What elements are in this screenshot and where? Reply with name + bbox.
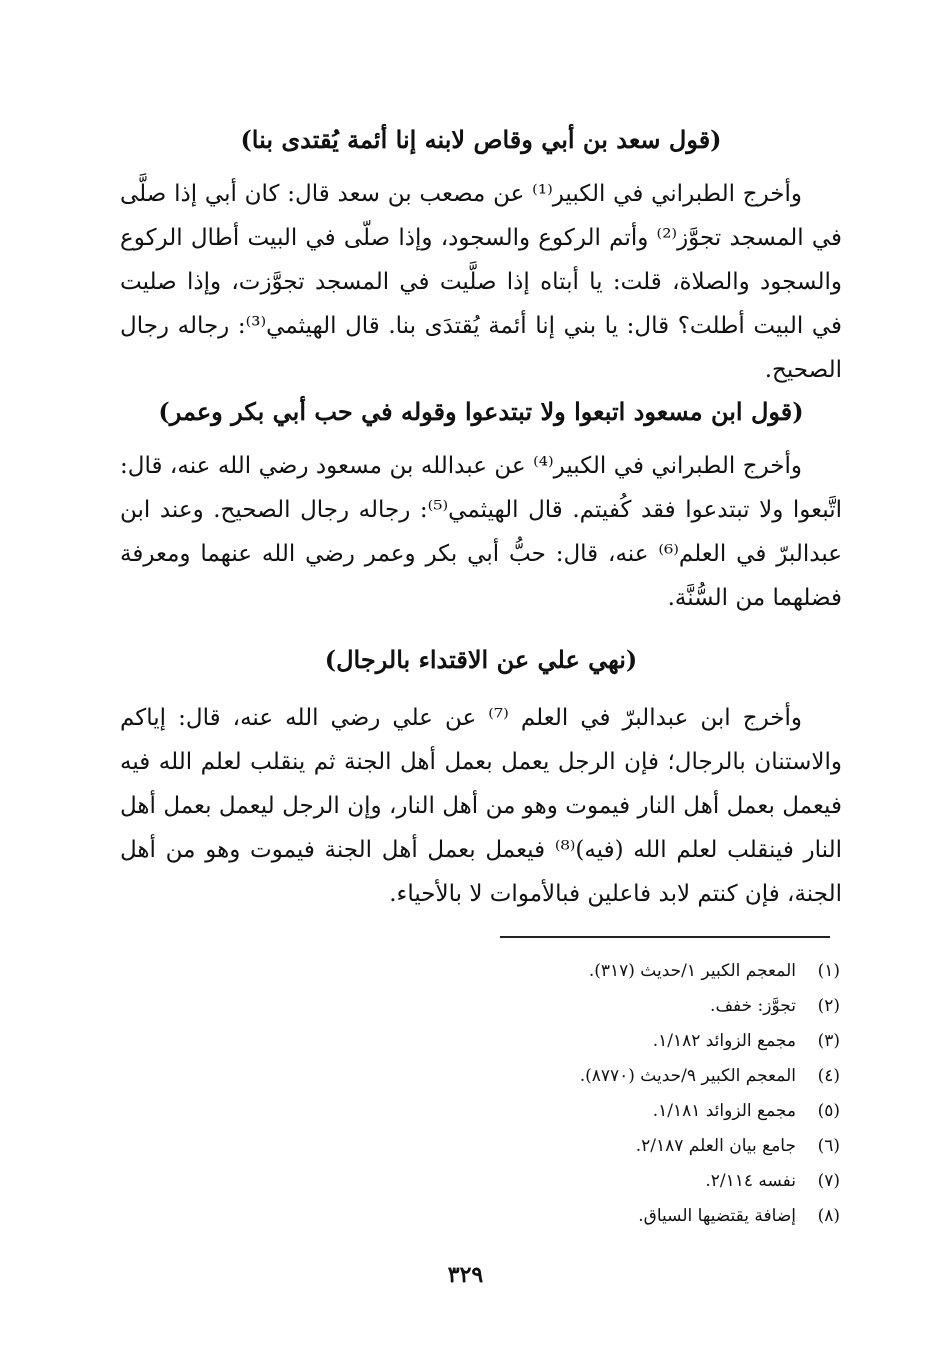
footnote-text: مجمع الزوائد ١/١٨٢. — [652, 1031, 796, 1051]
footnote-item — [420, 989, 840, 1024]
footnote-item — [420, 1164, 840, 1199]
footnote-number: (٥) — [817, 1101, 840, 1121]
footnote-number: (٦) — [817, 1136, 840, 1156]
section-body-saad — [120, 172, 842, 392]
footnotes-list — [420, 954, 840, 1234]
footnote-divider — [500, 936, 830, 938]
footnote-number: (٤) — [817, 1066, 840, 1086]
section-body-ali — [120, 696, 842, 916]
footnote-item — [420, 954, 840, 989]
footnote-number: (٢) — [817, 996, 840, 1016]
paragraph-ibn-masud: وأخرج الطبراني في الكبير⁽⁴⁾ عن عبدالله بن مسعود رضي الله عنه، قال: اتَّبعوا ولا تبتدعوا فقد كُفيتم. قال الهيثمي⁽⁵⁾: رجاله رجال الصحيح. وعند ابن عبدالبرّ في العلم⁽⁶⁾ عنه، قال: حبُّ أبي بكر وعمر رضي الله عنهما ومعرفة فضلهما من السُّنَّة. — [120, 453, 842, 611]
footnote-number: (٨) — [817, 1206, 840, 1226]
paragraph-ali: وأخرج ابن عبدالبرّ في العلم ⁽⁷⁾ عن علي رضي الله عنه، قال: إياكم والاستنان بالرجال؛ فإن الرجل يعمل بعمل أهل الجنة ثم ينقلب لعلم الله فيه فيعمل بعمل أهل النار فيموت وهو من أهل النار، وإن الرجل ليعمل بعمل أهل النار فينقلب لعلم الله (فيه)⁽⁸⁾ فيعمل بعمل أهل الجنة فيموت وهو من أهل الجنة، فإن كنتم لابد فاعلين فبالأموات لا بالأحياء. — [120, 705, 842, 907]
footnote-item — [420, 1024, 840, 1059]
section-heading-saad: (قول سعد بن أبي وقاص لابنه إنا أئمة يُقتدى بنا) — [240, 125, 722, 154]
footnote-item — [420, 1129, 840, 1164]
page-number: ٣٢٩ — [447, 1262, 484, 1288]
footnote-item — [420, 1094, 840, 1129]
footnote-number: (٧) — [817, 1171, 840, 1191]
section-heading-ibn-masud: (قول ابن مسعود اتبعوا ولا تبتدعوا وقوله في حب أبي بكر وعمر) — [158, 397, 804, 426]
footnote-text: تجوَّز: خفف. — [710, 996, 796, 1016]
footnote-text: المعجم الكبير ١/حديث (٣١٧). — [588, 961, 796, 981]
footnote-item — [420, 1199, 840, 1234]
footnote-number: (١) — [817, 961, 840, 981]
paragraph-saad: وأخرج الطبراني في الكبير⁽¹⁾ عن مصعب بن سعد قال: كان أبي إذا صلَّى في المسجد تجوَّز⁽²⁾ وأتم الركوع والسجود، وإذا صلّى في البيت أطال الركوع والسجود والصلاة، قلت: يا أبتاه إذا صلَّيت في المسجد تجوَّزت، وإذا صليت في البيت أطلت؟ قال: يا بني إنا أئمة يُقتدَى بنا. قال الهيثمي⁽³⁾: رجاله رجال الصحيح. — [120, 181, 842, 383]
footnote-text: المعجم الكبير ٩/حديث (٨٧٧٠). — [579, 1066, 796, 1086]
footnote-text: إضافة يقتضيها السياق. — [638, 1206, 796, 1226]
footnote-text: جامع بيان العلم ٢/١٨٧. — [635, 1136, 796, 1156]
section-body-ibn-masud — [120, 444, 842, 620]
footnote-item — [420, 1059, 840, 1094]
footnote-text: مجمع الزوائد ١/١٨١. — [652, 1101, 796, 1121]
section-heading-ali: (نهي علي عن الاقتداء بالرجال) — [324, 645, 638, 674]
footnote-number: (٣) — [817, 1031, 840, 1051]
footnote-text: نفسه ٢/١١٤. — [705, 1171, 796, 1191]
